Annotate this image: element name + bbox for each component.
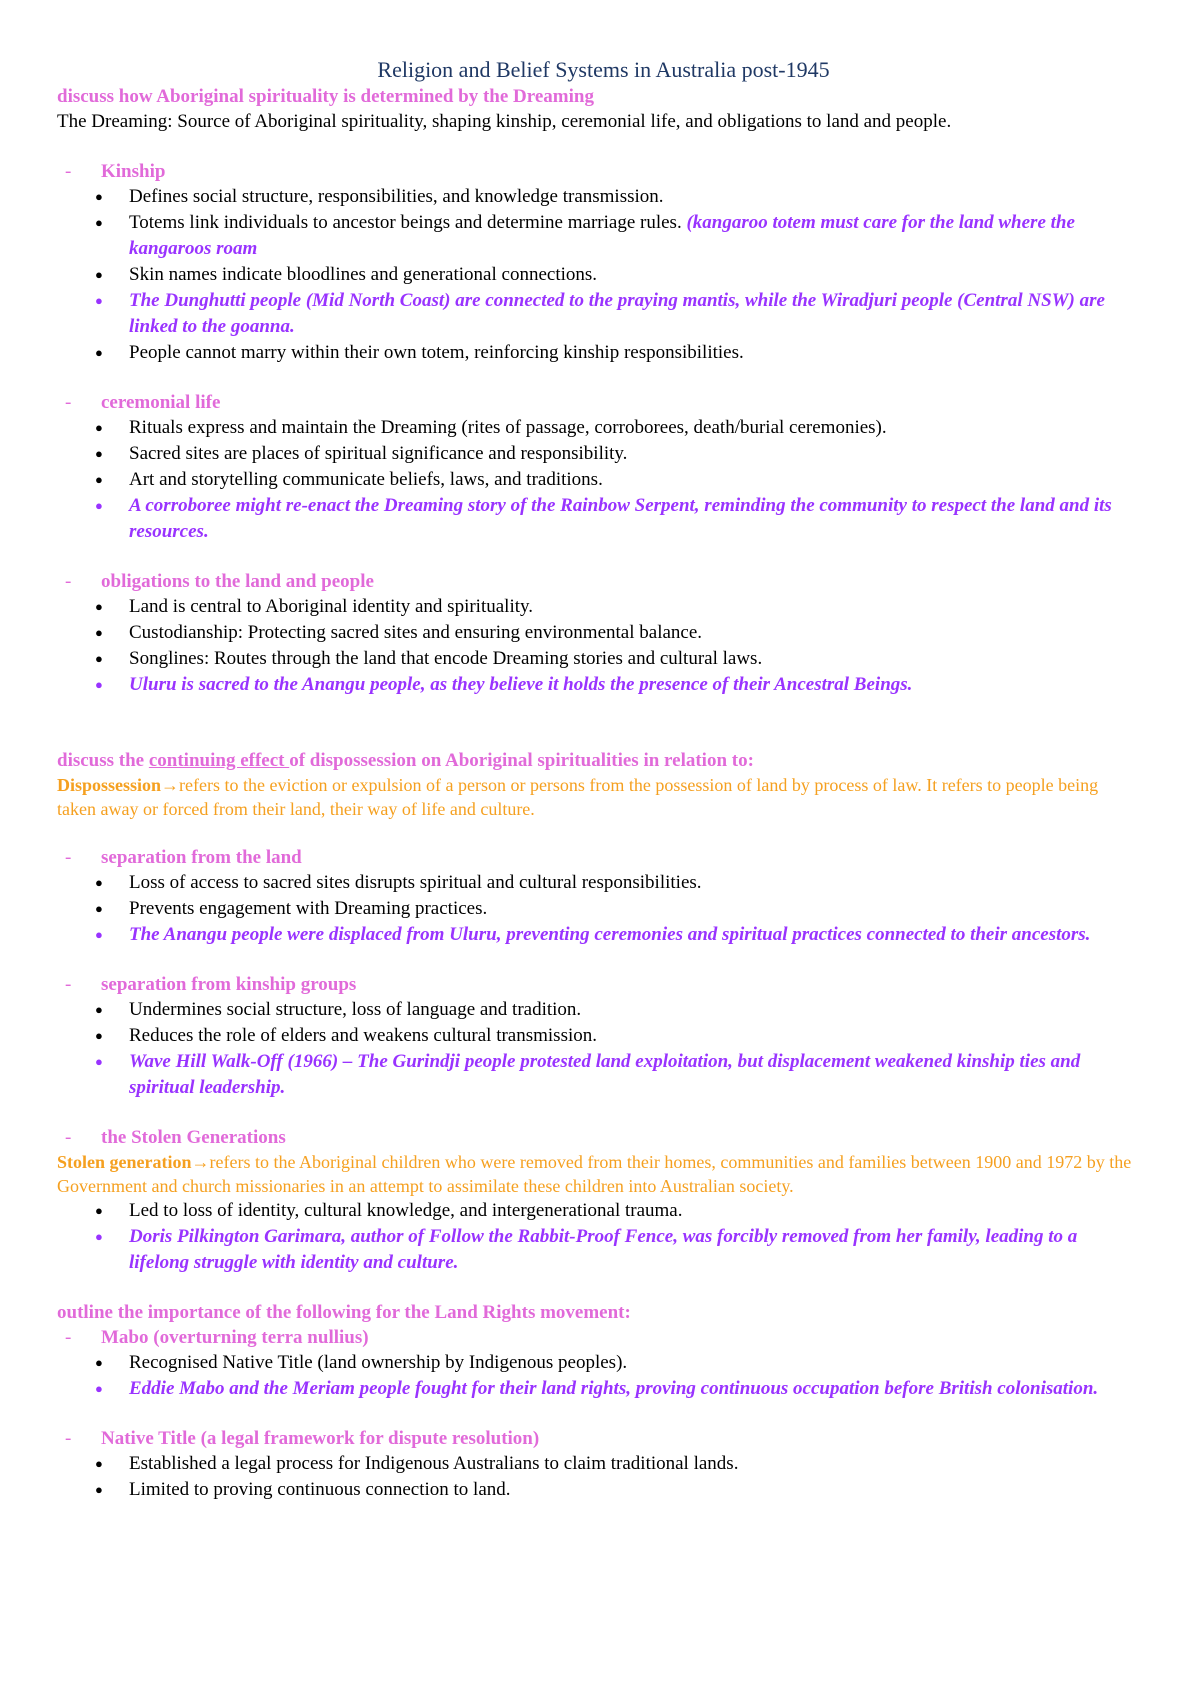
- stolen-list: [57, 1198, 1140, 1276]
- kinship-label: Kinship: [101, 161, 166, 182]
- example-item: ● The Dunghutti people (Mid North Coast) are connected to the praying mantis, while the Wiradjuri people (Central NSW) are linked to the goanna.: [95, 290, 1105, 337]
- ceremonial-subheading: [57, 390, 1140, 415]
- example-item: ● Eddie Mabo and the Meriam people fought for their land rights, proving continuous occupation before British colonisation.: [95, 1376, 1140, 1402]
- dash-marker: -: [65, 847, 72, 868]
- bullet-icon: ●: [95, 599, 103, 614]
- bullet-icon: ●: [95, 215, 103, 230]
- bullet-icon: ●: [95, 189, 103, 204]
- dash-marker: -: [65, 392, 72, 413]
- bullet-icon: ●: [95, 875, 103, 890]
- list-item: ● Led to loss of identity, cultural knowledge, and intergenerational trauma.: [95, 1198, 1140, 1224]
- bullet-icon: ●: [95, 1203, 103, 1218]
- bullet-icon: ●: [95, 446, 103, 461]
- stolen-subheading: [57, 1125, 1140, 1150]
- example-item: ● The Anangu people were displaced from Uluru, preventing ceremonies and spiritual practices connected to their ancestors.: [95, 922, 1140, 948]
- obligations-list: [57, 594, 1140, 698]
- arrow-icon: →: [191, 1152, 210, 1172]
- bullet-icon: ●: [95, 1355, 103, 1370]
- list-item: ● Defines social structure, responsibilities, and knowledge transmission.: [95, 184, 1140, 210]
- section3-heading: outline the importance of the following for the Land Rights movement:: [57, 1302, 631, 1323]
- bullet-icon: ●: [95, 345, 103, 360]
- bullet-icon: ●: [95, 927, 103, 942]
- land-subheading: [57, 845, 1140, 870]
- bullet-icon: ●: [95, 498, 103, 513]
- dash-marker: -: [65, 974, 72, 995]
- mabo-subheading: [57, 1325, 1140, 1350]
- bullet-icon: ●: [95, 677, 103, 692]
- list-item: ● Recognised Native Title (land ownership by Indigenous peoples).: [95, 1350, 1140, 1376]
- kin-label: separation from kinship groups: [101, 974, 357, 995]
- list-item: ● Custodianship: Protecting sacred sites and ensuring environmental balance.: [95, 620, 1140, 646]
- bullet-icon: ●: [95, 651, 103, 666]
- dash-marker: -: [65, 571, 72, 592]
- bullet-icon: ●: [95, 267, 103, 282]
- dispossession-definition: Dispossession→refers to the eviction or expulsion of a person or persons from the possession of land by process of law. It refers to people being taken away or forced from their land, their way of life and culture.: [57, 775, 1099, 819]
- definition-term: Stolen generation: [57, 1152, 192, 1172]
- bullet-icon: ●: [95, 1028, 103, 1043]
- list-item: ● Loss of access to sacred sites disrupts spiritual and cultural responsibilities.: [95, 870, 1140, 896]
- land-label: separation from the land: [101, 847, 302, 868]
- section1-heading: discuss how Aboriginal spirituality is determined by the Dreaming: [57, 86, 594, 107]
- example-item: ● Wave Hill Walk-Off (1966) – The Gurindji people protested land exploitation, but displacement weakened kinship ties and spiritual leadership.: [95, 1051, 1081, 1098]
- mabo-list: [57, 1350, 1140, 1402]
- native-title-list: [57, 1451, 1140, 1503]
- example-item: ● Doris Pilkington Garimara, author of Follow the Rabbit-Proof Fence, was forcibly removed from her family, leading to a lifelong struggle with identity and culture.: [95, 1226, 1078, 1273]
- kinship-list: [57, 184, 1140, 366]
- document-title: Religion and Belief Systems in Australia post-1945: [377, 57, 830, 82]
- ceremonial-list: [57, 415, 1140, 545]
- land-list: [57, 870, 1140, 948]
- list-item: ● Rituals express and maintain the Dreaming (rites of passage, corroborees, death/burial ceremonies).: [95, 415, 1140, 441]
- list-item: ● Songlines: Routes through the land that encode Dreaming stories and cultural laws.: [95, 646, 1140, 672]
- kinship-subheading: [57, 159, 1140, 184]
- dreaming-intro: The Dreaming: Source of Aboriginal spirituality, shaping kinship, ceremonial life, and obligations to land and people.: [57, 111, 952, 132]
- stolen-label: the Stolen Generations: [101, 1127, 286, 1148]
- bullet-icon: ●: [95, 1229, 103, 1244]
- arrow-icon: →: [161, 775, 180, 795]
- obligations-label: obligations to the land and people: [101, 571, 374, 592]
- stolen-definition: Stolen generation→refers to the Aboriginal children who were removed from their homes, communities and families between 1900 and 1972 by the Government and church missionaries in an attempt to assimilate these children into Australian society.: [57, 1152, 1132, 1196]
- dash-marker: -: [65, 1428, 72, 1449]
- dash-marker: -: [65, 1327, 72, 1348]
- kin-list: [57, 997, 1140, 1101]
- dash-marker: -: [65, 161, 72, 182]
- list-item: ● Land is central to Aboriginal identity and spirituality.: [95, 594, 1140, 620]
- list-item: ● Limited to proving continuous connection to land.: [95, 1477, 1140, 1503]
- bullet-icon: ●: [95, 1054, 103, 1069]
- mabo-label: Mabo (overturning terra nullius): [101, 1327, 369, 1348]
- example-item: ● A corroboree might re-enact the Dreaming story of the Rainbow Serpent, reminding the community to respect the land and its resources.: [95, 495, 1112, 542]
- kangaroo-example: (kangaroo totem must care for the land where the kangaroos roam: [129, 212, 1075, 259]
- list-item: ● Undermines social structure, loss of language and tradition.: [95, 997, 1140, 1023]
- list-item: ● Totems link individuals to ancestor beings and determine marriage rules. (kangaroo totem must care for the land where the kangaroos roam: [95, 212, 1075, 259]
- underlined-phrase: continuing effect: [148, 750, 290, 771]
- bullet-icon: ●: [95, 420, 103, 435]
- bullet-icon: ●: [95, 1381, 103, 1396]
- list-item: ● Sacred sites are places of spiritual significance and responsibility.: [95, 441, 1140, 467]
- ceremonial-label: ceremonial life: [101, 392, 221, 413]
- kin-subheading: [57, 972, 1140, 997]
- bullet-icon: ●: [95, 1482, 103, 1497]
- definition-term: Dispossession: [57, 775, 162, 795]
- list-item: ● Prevents engagement with Dreaming practices.: [95, 896, 1140, 922]
- list-item: ● Skin names indicate bloodlines and generational connections.: [95, 262, 1140, 288]
- dash-marker: -: [65, 1127, 72, 1148]
- bullet-icon: ●: [95, 472, 103, 487]
- list-item: ● Established a legal process for Indigenous Australians to claim traditional lands.: [95, 1451, 1140, 1477]
- bullet-icon: ●: [95, 293, 103, 308]
- native-title-label: Native Title (a legal framework for dispute resolution): [101, 1428, 540, 1449]
- example-item: ● Uluru is sacred to the Anangu people, as they believe it holds the presence of their Ancestral Beings.: [95, 672, 1140, 698]
- list-item: ● Reduces the role of elders and weakens cultural transmission.: [95, 1023, 1140, 1049]
- section2-heading: discuss the continuing effect of dispossession on Aboriginal spiritualities in relation to:: [57, 750, 754, 771]
- bullet-icon: ●: [95, 1002, 103, 1017]
- bullet-icon: ●: [95, 1456, 103, 1471]
- bullet-icon: ●: [95, 901, 103, 916]
- bullet-icon: ●: [95, 625, 103, 640]
- native-title-subheading: [57, 1426, 1140, 1451]
- obligations-subheading: [57, 569, 1140, 594]
- list-item: ● Art and storytelling communicate beliefs, laws, and traditions.: [95, 467, 1140, 493]
- list-item: ● People cannot marry within their own totem, reinforcing kinship responsibilities.: [95, 340, 1140, 366]
